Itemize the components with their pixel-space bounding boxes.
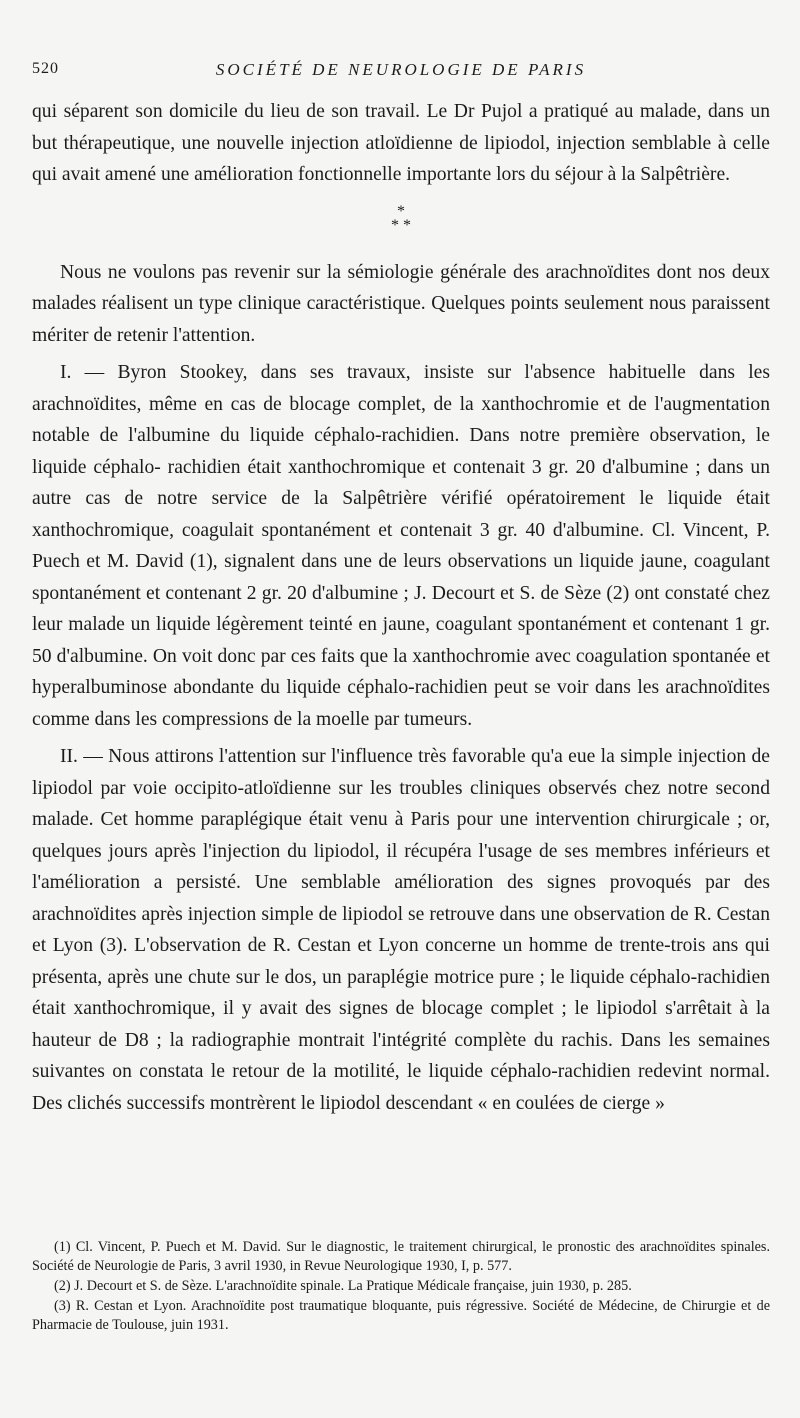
asterism-top: * — [397, 202, 405, 220]
footnote-2: (2) J. Decourt et S. de Sèze. L'arachnoïdite spinale. La Pratique Médicale française, juin 1930, p. 285. — [54, 1278, 632, 1294]
running-title: SOCIÉTÉ DE NEUROLOGIE DE PARIS — [215, 60, 587, 79]
paragraph-intro: Nous ne voulons pas revenir sur la sémiologie générale des arachnoïdites dont nos deux malades réalisent un type clinique caractéristique. Quelques points seulement nous paraissent mériter de retenir l'attention. — [32, 261, 770, 346]
page-header — [32, 60, 770, 84]
asterism-bottom: * * — [391, 216, 411, 234]
section-asterism — [32, 202, 770, 234]
footnotes — [32, 1238, 770, 1336]
paragraph-section-2: II. — Nous attirons l'attention sur l'influence très favorable qu'a eue la simple injection de lipiodol par voie occipito-atloïdienne sur les troubles cliniques observés chez notre second malade. Cet homme paraplégique était venu à Paris pour une intervention chirurgicale ; or, quelques jours après l'injection du lipiodol, il récupéra l'usage de ses membres inférieurs et l'amélioration a persisté. Une semblable amélioration des signes provoqués par des arachnoïdites après injection simple de lipiodol se retrouve dans une observation de R. Cestan et Lyon (3). L'observation de R. Cestan et Lyon concerne un homme de trente-trois ans qui présenta, après une chute sur le dos, un paraplégie motrice pure ; le liquide céphalo-rachidien était xanthochromique, il y avait des signes de blocage complet ; le lipiodol s'arrêtait à la hauteur de D8 ; la radiographie montrait l'intégrité complète du rachis. Dans les semaines suivantes on constata le retour de la motilité, le liquide céphalo-rachidien redevint normal. Des clichés successifs montrèrent le lipiodol descendant « en coulées de cierge » — [32, 746, 770, 1114]
paragraph-continuation: qui séparent son domicile du lieu de son travail. Le Dr Pujol a pratiqué au malade, dans un but thérapeutique, une nouvelle injection atloïdienne de lipiodol, injection semblable à celle qui avait amené une amélioration fonctionnelle importante lors du séjour à la Salpêtrière. — [32, 101, 770, 185]
page-number: 520 — [32, 60, 59, 77]
footnote-1: (1) Cl. Vincent, P. Puech et M. David. Sur le diagnostic, le traitement chirurgical, le pronostic des arachnoïdites spinales. Société de Neurologie de Paris, 3 avril 1930, in Revue Neurologique 1930, I, p. 577. — [32, 1239, 770, 1274]
main-text — [32, 96, 770, 1119]
footnote-3: (3) R. Cestan et Lyon. Arachnoïdite post traumatique bloquante, puis régressive. Société de Médecine, de Chirurgie et de Pharmacie de Toulouse, juin 1931. — [32, 1298, 770, 1333]
paragraph-section-1: I. — Byron Stookey, dans ses travaux, insiste sur l'absence habituelle dans les arachnoïdites, même en cas de blocage complet, de la xanthochromie et de l'augmentation notable de l'albumine du liquide céphalo-rachidien. Dans notre première observation, le liquide céphalo- rachidien était xanthochromique et contenait 3 gr. 20 d'albumine ; dans un autre cas de notre service de la Salpêtrière vérifié opératoirement le liquide était xanthochromique, coagulait spontanément et contenait 3 gr. 40 d'albumine. Cl. Vincent, P. Puech et M. David (1), signalent dans une de leurs observations un liquide jaune, coagulant spontanément et contenant 2 gr. 20 d'albumine ; J. Decourt et S. de Sèze (2) ont constaté chez leur malade un liquide légèrement teinté en jaune, coagulant spontanément et contenant 1 gr. 50 d'albumine. On voit donc par ces faits que la xanthochromie avec coagulation spontanée et hyperalbuminose abondante du liquide céphalo-rachidien peut se voir dans les arachnoïdites comme dans les compressions de la moelle par tumeurs. — [32, 362, 770, 730]
